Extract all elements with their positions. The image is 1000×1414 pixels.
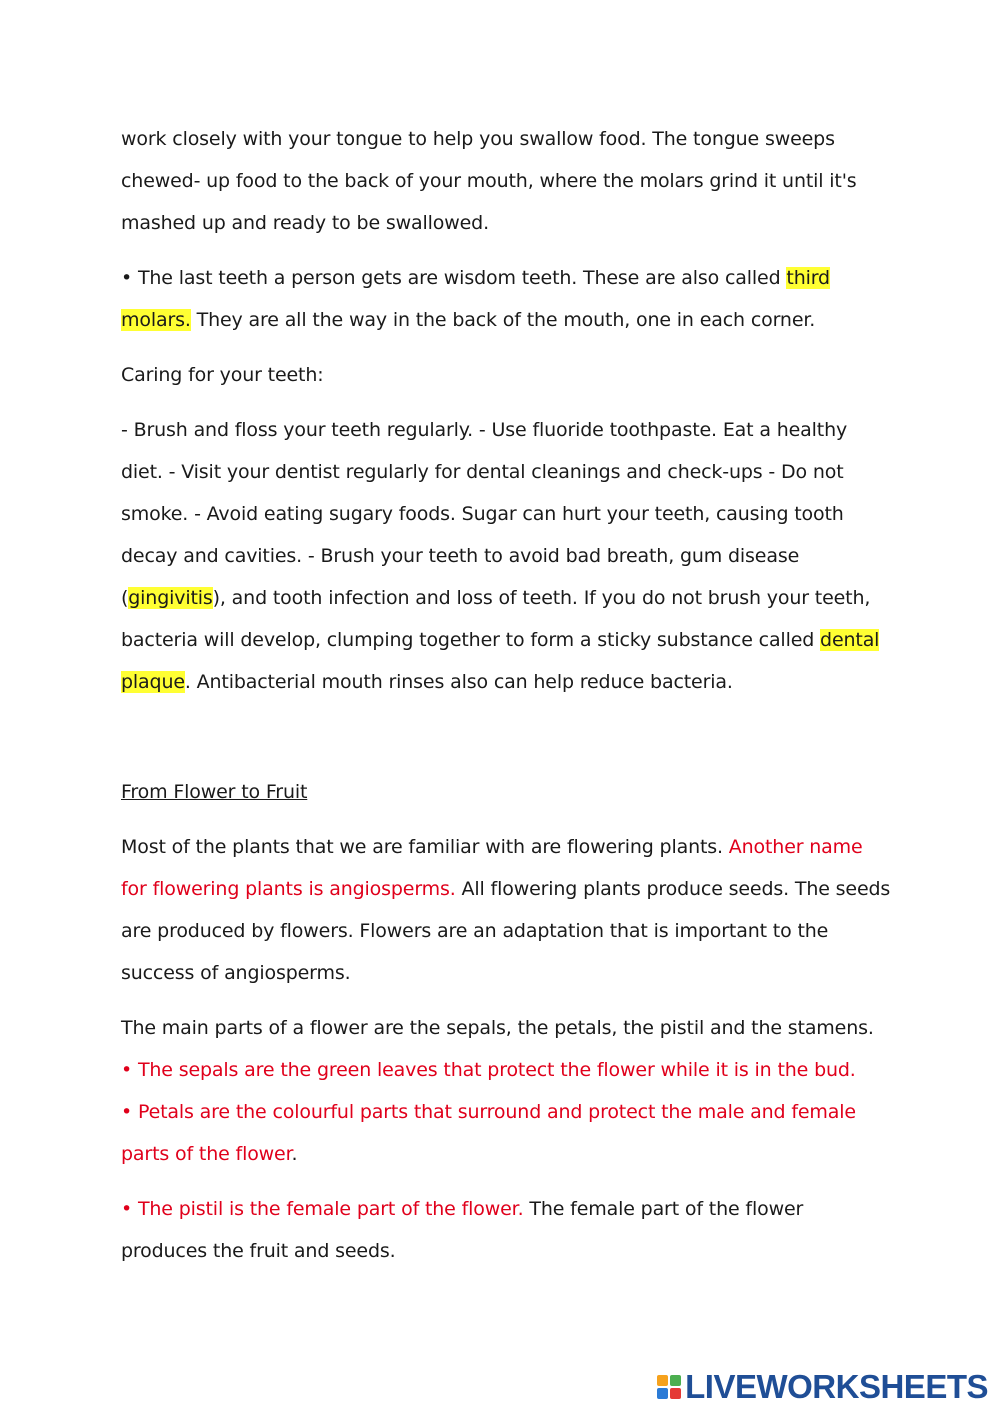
highlight-gingivitis: gingivitis bbox=[128, 587, 213, 609]
logo-text: LIVEWORKSHEETS bbox=[685, 1368, 988, 1405]
paragraph-tongue: work closely with your tongue to help you swallow food. The tongue sweeps chewed- up food to the back of your mouth, where the molars grind it until it's mashed up and ready to be swallowed. bbox=[121, 128, 857, 234]
highlight-dental-plaque: dental plaque bbox=[121, 629, 880, 693]
text: - Brush and floss your teeth regularly. - Use fluoride toothpaste. Eat a healthy diet. - Visit your dentist regularly for dental cleanings and check-ups - Do not smoke. - Avoid eating sugary foods. Sugar can hurt your teeth, causing tooth decay and cavities. - Brush your teeth to avoid bad breath, gum disease ( bbox=[121, 419, 848, 609]
logo-mark-icon bbox=[657, 1375, 681, 1399]
logo-square bbox=[670, 1375, 681, 1386]
text: Most of the plants that we are familiar with are flowering plants. bbox=[121, 836, 729, 858]
logo-square bbox=[670, 1388, 681, 1399]
paragraph-caring bbox=[121, 409, 891, 703]
bullet-pistil: • The pistil is the female part of the flower. bbox=[121, 1198, 524, 1220]
text: The main parts of a flower are the sepals, the petals, the pistil and the stamens. bbox=[121, 1017, 874, 1039]
text: . bbox=[291, 1143, 298, 1165]
text: • The last teeth a person gets are wisdom teeth. These are also called bbox=[121, 267, 787, 289]
red-text-angiosperms: Another name for flowering plants is angiosperms. bbox=[121, 836, 863, 900]
caring-heading: Caring for your teeth: bbox=[121, 364, 324, 386]
bullet-petals: • Petals are the colourful parts that surround and protect the male and female parts of the flower bbox=[121, 1101, 856, 1165]
liveworksheets-logo bbox=[657, 1368, 988, 1406]
text: They are all the way in the back of the mouth, one in each corner. bbox=[190, 309, 816, 331]
text: All flowering plants produce seeds. The seeds are produced by flowers. Flowers are an adaptation that is important to the success of angiosperms. bbox=[121, 878, 891, 984]
section-heading: From Flower to Fruit bbox=[121, 781, 308, 803]
bullet-sepals: • The sepals are the green leaves that protect the flower while it is in the bud. bbox=[121, 1059, 856, 1081]
text: ), and tooth infection and loss of teeth. If you do not brush your teeth, bacteria will develop, clumping together to form a sticky substance called bbox=[121, 587, 871, 651]
text: . Antibacterial mouth rinses also can help reduce bacteria. bbox=[184, 671, 733, 693]
document-body bbox=[121, 118, 891, 1272]
paragraph-pistil bbox=[121, 1188, 891, 1272]
paragraph-flowering-plants bbox=[121, 826, 891, 994]
logo-square bbox=[657, 1375, 668, 1386]
text: The female part of the flower produces the fruit and seeds. bbox=[121, 1198, 804, 1262]
paragraph-flower-parts bbox=[121, 1007, 891, 1175]
logo-square bbox=[657, 1388, 668, 1399]
highlight-third-molars: third molars. bbox=[121, 267, 830, 331]
paragraph-wisdom-teeth bbox=[121, 257, 891, 341]
